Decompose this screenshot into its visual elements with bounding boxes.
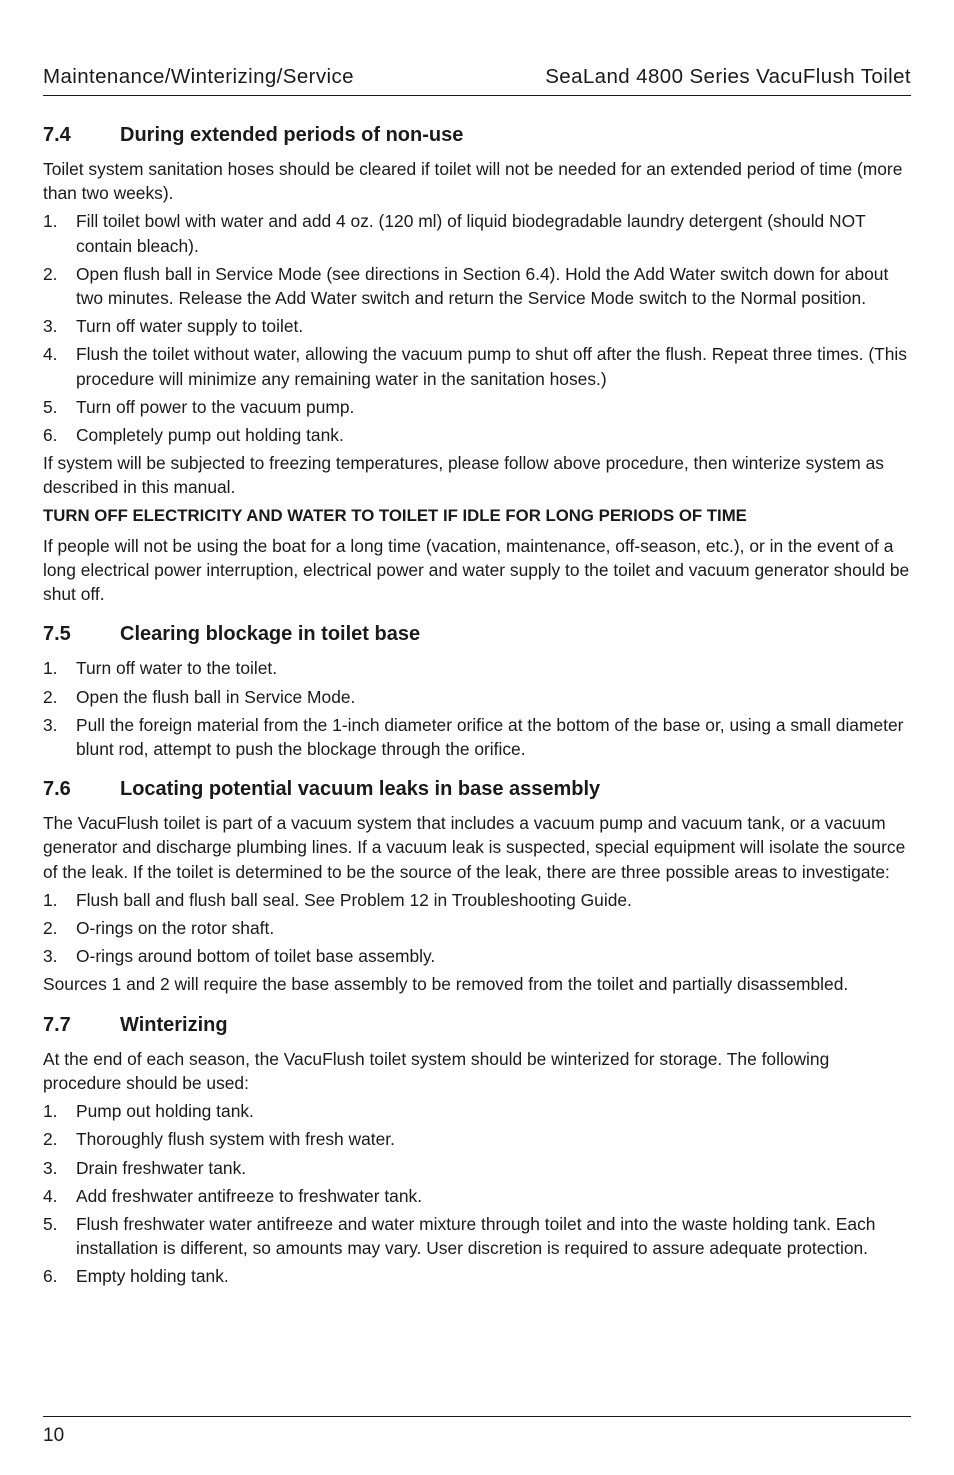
list-item: 3. Drain freshwater tank. <box>43 1157 247 1178</box>
page-footer <box>43 1416 911 1447</box>
section-title: During extended periods of non-use <box>120 124 464 146</box>
list-item: 5. Turn off power to the vacuum pump. <box>43 396 355 417</box>
list-item: 6. Empty holding tank. <box>43 1266 229 1287</box>
page-content <box>43 121 911 1303</box>
section-title: Locating potential vacuum leaks in base assembly <box>120 778 601 801</box>
list-item: 1. Turn off water to the toilet. <box>43 658 278 679</box>
list-item: 1. Fill toilet bowl with water and add 4 oz. (120 ml) of liquid biodegradable laundry detergent (should NOT contain bleach). <box>43 211 866 256</box>
section-title: Winterizing <box>120 1013 228 1036</box>
list-item: 2. Thoroughly flush system with fresh water. <box>43 1129 395 1150</box>
section-heading <box>43 121 911 149</box>
header-section-title: Maintenance/Winterizing/Service <box>43 65 354 88</box>
section-title: Clearing blockage in toilet base <box>120 623 421 646</box>
section-7-5 <box>43 620 911 761</box>
list-item: 4. Flush the toilet without water, allowing the vacuum pump to shut off after the flush. Repeat three times. (This procedure will minimize any remaining water in the sanitation hoses.) <box>43 344 907 389</box>
list-item: 3. Pull the foreign material from the 1-inch diameter orifice at the bottom of the base or, using a small diameter blunt rod, attempt to push the blockage through the orifice. <box>43 714 904 760</box>
section-number: 7.5 <box>43 623 71 646</box>
list-item: 1. Pump out holding tank. <box>43 1101 254 1122</box>
numbered-list <box>43 888 911 969</box>
section-heading <box>43 775 911 803</box>
list-item: 6. Completely pump out holding tank. <box>43 425 344 446</box>
warning-heading: TURN OFF ELECTRICITY AND WATER TO TOILET IF IDLE FOR LONG PERIODS OF TIME <box>43 505 747 525</box>
section-7-7 <box>43 1011 911 1289</box>
paragraph: If system will be subjected to freezing temperatures, please follow above procedure, then winterize system as described in this manual. <box>43 453 884 498</box>
section-number: 7.4 <box>43 124 71 146</box>
list-item: 3. O-rings around bottom of toilet base assembly. <box>43 946 436 967</box>
page-number: 10 <box>43 1425 65 1446</box>
list-item: 2. O-rings on the rotor shaft. <box>43 918 275 939</box>
section-7-4 <box>43 121 911 606</box>
list-item: 2. Open flush ball in Service Mode (see directions in Section 6.4). Hold the Add Water switch down for about two minutes. Release the Add Water switch and return the Service Mode switch to the Normal position. <box>43 263 889 309</box>
numbered-list <box>43 209 911 447</box>
section-number: 7.6 <box>43 778 71 801</box>
section-7-6 <box>43 775 911 996</box>
section-heading <box>43 1011 911 1039</box>
numbered-list <box>43 1099 911 1288</box>
numbered-list <box>43 656 911 761</box>
paragraph: Sources 1 and 2 will require the base assembly to be removed from the toilet and partially disassembled. <box>43 974 849 995</box>
header-product-title: SeaLand 4800 Series VacuFlush Toilet <box>545 65 911 88</box>
warning-text: If people will not be using the boat for a long time (vacation, maintenance, off-season, etc.), or in the event of a long electrical power interruption, electrical power and water supply to the toilet and vacuum generator should be shut off. <box>43 535 910 605</box>
section-heading <box>43 620 911 648</box>
list-item: 5. Flush freshwater water antifreeze and water mixture through toilet and into the waste holding tank. Each installation is different, so amounts may vary. User discretion is required to assure adequate protection. <box>43 1213 876 1259</box>
paragraph: Toilet system sanitation hoses should be cleared if toilet will not be needed for an extended period of time (more than two weeks). <box>43 159 903 204</box>
list-item: 4. Add freshwater antifreeze to freshwater tank. <box>43 1185 423 1206</box>
list-item: 3. Turn off water supply to toilet. <box>43 316 304 337</box>
paragraph: The VacuFlush toilet is part of a vacuum system that includes a vacuum pump and vacuum tank, or a vacuum generator and discharge plumbing lines. If a vacuum leak is suspected, special equipment will isolate the source of the leak. If the toilet is determined to be the source of the leak, there are three possible areas to investigate: <box>43 813 906 882</box>
list-item: 2. Open the flush ball in Service Mode. <box>43 686 356 707</box>
page-header <box>43 62 911 96</box>
paragraph: At the end of each season, the VacuFlush toilet system should be winterized for storage. The following procedure should be used: <box>43 1048 830 1093</box>
list-item: 1. Flush ball and flush ball seal. See Problem 12 in Troubleshooting Guide. <box>43 889 632 910</box>
section-number: 7.7 <box>43 1013 71 1036</box>
